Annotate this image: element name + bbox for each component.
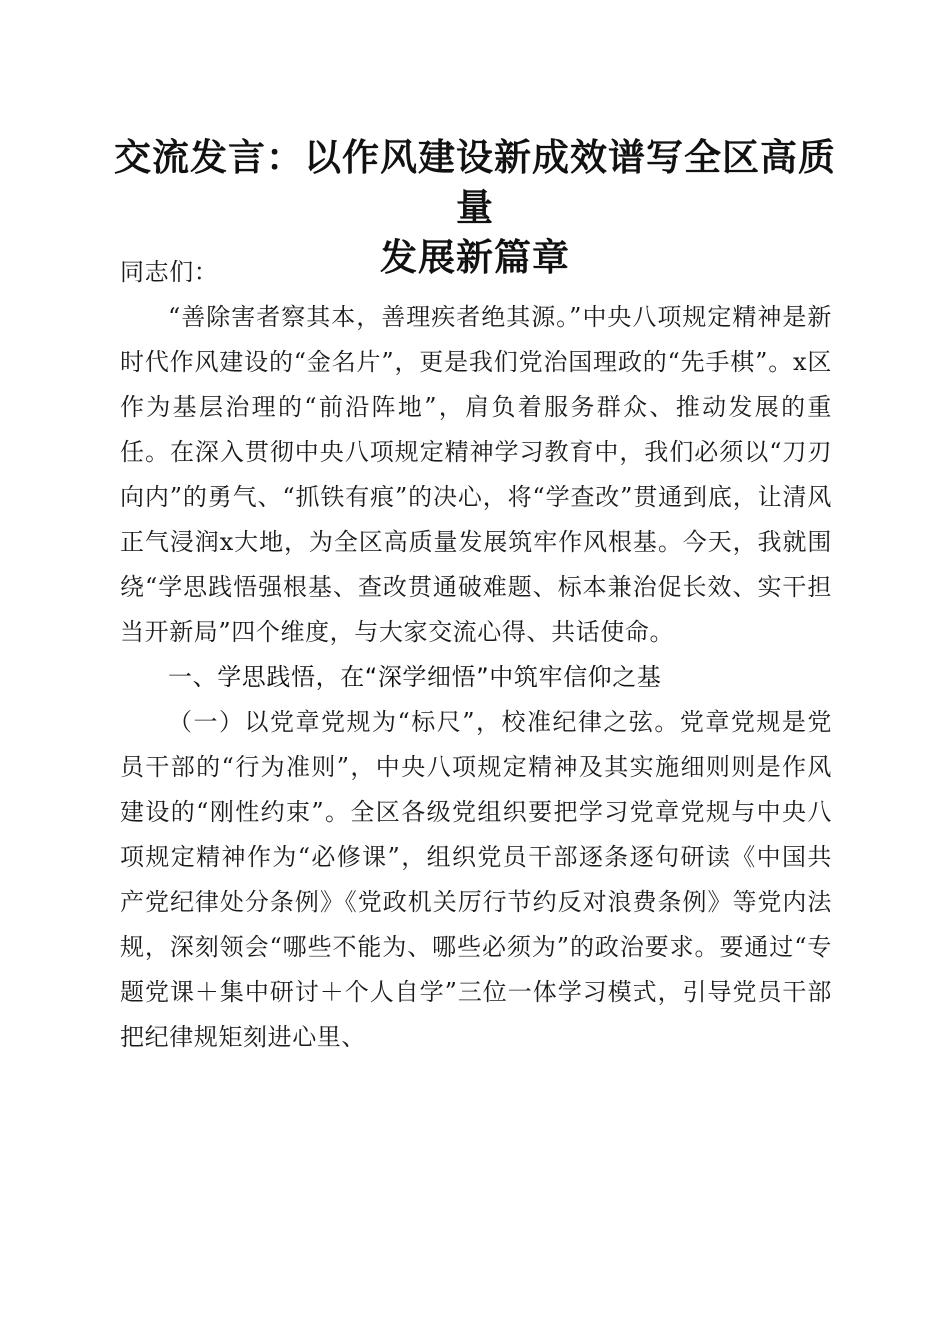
title-line-1: 交流发言：以作风建设新成效谱写全区高质量 xyxy=(114,135,836,229)
section-heading-1: 一、学思践悟，在“深学细悟”中筑牢信仰之基 xyxy=(168,663,662,691)
intro-paragraph: “善除害者察其本，善理疾者绝其源。”中央八项规定精神是新时代作风建设的“金名片”，更是我们党治国理政的“先手棋”。x区作为基层治理的“前沿阵地”，肩负着服务群众、推动发展的重任。在深入贯彻中央八项规定精神学习教育中，我们必须以“刀刃向内”的勇气、“抓铁有痕”的决心，将“学查改”贯通到底，让清风正气浸润x大地，为全区高质量发展筑牢作风根基。今天，我就围绕“学思践悟强根基、查改贯通破难题、标本兼治促长效、实干担当开新局”四个维度，与大家交流心得、共话使命。 xyxy=(120,303,832,646)
salutation: 同志们： xyxy=(120,258,219,286)
title-line-2: 发展新篇章 xyxy=(380,235,570,279)
document-body xyxy=(120,250,832,1060)
section-1-paragraph-1: （一）以党章党规为“标尺”，校准纪律之弦。党章党规是党员干部的“行为准则”，中央八项规定精神及其实施细则则是作风建设的“刚性约束”。全区各级党组织要把学习党章党规与中央八项规定精神作为“必修课”，组织党员干部逐条逐句研读《中国共产党纪律处分条例》《党政机关厉行节约反对浪费条例》等党内法规，深刻领会“哪些不能为、哪些必须为”的政治要求。要通过“专题党课＋集中研讨＋个人自学”三位一体学习模式，引导党员干部把纪律规矩刻进心里、 xyxy=(120,708,832,1051)
